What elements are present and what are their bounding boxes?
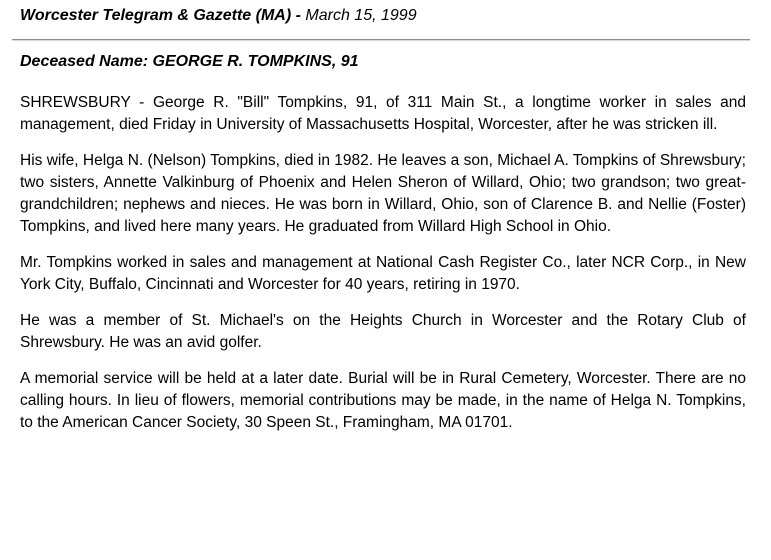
deceased-heading: [20, 53, 359, 71]
header-divider: [12, 39, 750, 41]
obituary-paragraph: Mr. Tompkins worked in sales and management at National Cash Register Co., later NCR Corp., in New York City, Buffalo, Cincinnati and Worcester for 40 years, retiring in 1970.: [20, 254, 746, 293]
publication-date: March 15, 1999: [305, 7, 417, 24]
deceased-label: Deceased Name:: [20, 53, 149, 70]
obituary-paragraph: His wife, Helga N. (Nelson) Tompkins, died in 1982. He leaves a son, Michael A. Tompkins of Shrewsbury; two sisters, Annette Valkinburg of Phoenix and Helen Sheron of Willard, Ohio; two grandson; two great-grandchildren; nephews and nieces. He was born in Willard, Ohio, son of Clarence B. and Nellie (Foster) Tompkins, and lived here many years. He graduated from Willard High School in Ohio.: [20, 152, 746, 235]
obituary-paragraph: He was a member of St. Michael's on the Heights Church in Worcester and the Rotary Club of Shrewsbury. He was an avid golfer.: [20, 312, 746, 351]
obituary-paragraph: SHREWSBURY - George R. "Bill" Tompkins, 91, of 311 Main St., a longtime worker in sales and management, died Friday in University of Massachusetts Hospital, Worcester, after he was stricken ill.: [20, 94, 746, 133]
publication-source: Worcester Telegram & Gazette (MA): [20, 7, 292, 24]
header-separator: -: [291, 7, 306, 24]
deceased-name: GEORGE R. TOMPKINS, 91: [152, 53, 359, 70]
publication-header: [20, 7, 417, 25]
obituary-paragraph: A memorial service will be held at a later date. Burial will be in Rural Cemetery, Worcester. There are no calling hours. In lieu of flowers, memorial contributions may be made, in the name of Helga N. Tompkins, to the American Cancer Society, 30 Speen St., Framingham, MA 01701.: [20, 370, 746, 431]
obituary-body: [20, 92, 746, 448]
